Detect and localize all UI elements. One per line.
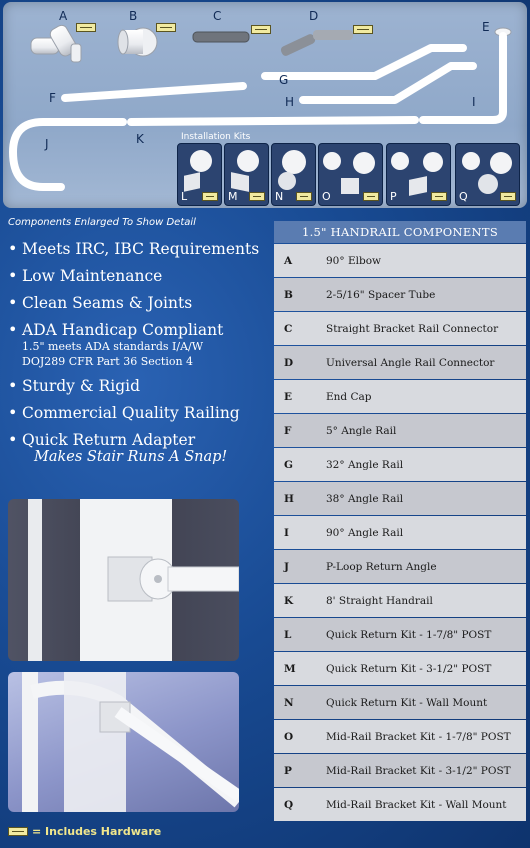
feature-item <box>8 377 270 395</box>
straight-handrail-part <box>131 120 415 122</box>
kit-o <box>318 143 383 206</box>
hardware-icon <box>249 192 265 201</box>
kit-q <box>455 143 520 206</box>
part-label-c: C <box>213 9 222 23</box>
row-letter: Q <box>284 798 294 811</box>
row-letter: E <box>284 390 293 403</box>
table-row <box>274 754 526 787</box>
five-angle-rail-part <box>65 86 243 98</box>
row-letter: M <box>284 662 296 675</box>
table-row <box>274 788 526 821</box>
row-name: P-Loop Return Angle <box>326 560 437 573</box>
part-label-b: B <box>129 9 138 23</box>
table-row <box>274 618 526 651</box>
feature-item <box>8 240 270 258</box>
kit-part-shape <box>353 152 375 174</box>
components-table <box>274 221 526 821</box>
kit-part-shape <box>391 152 409 170</box>
hardware-legend-text: = Includes Hardware <box>32 825 162 838</box>
row-letter: K <box>284 594 294 607</box>
straight-connector-part <box>193 32 249 42</box>
hardware-icon <box>156 23 176 32</box>
feature-item <box>8 321 270 369</box>
hardware-legend <box>8 825 161 838</box>
hardware-icon <box>363 192 379 201</box>
thirty-two-angle-rail-part <box>265 48 463 76</box>
kit-wall-plate <box>478 174 498 194</box>
hardware-icon <box>202 192 218 201</box>
installation-kits-title: Installation Kits <box>181 132 251 142</box>
kit-l <box>177 143 222 206</box>
row-letter: J <box>284 560 289 573</box>
hardware-icon <box>353 25 373 34</box>
row-name: 8' Straight Handrail <box>326 594 433 607</box>
hardware-icon <box>76 23 96 32</box>
feature-item <box>8 431 270 465</box>
kit-part-shape <box>423 152 443 172</box>
kit-label-q: Q <box>459 190 468 203</box>
quick-return-illustration <box>8 672 239 812</box>
row-letter: P <box>284 764 292 777</box>
kit-bracket-plate <box>231 172 249 192</box>
table-row <box>274 516 526 549</box>
feature-item <box>8 267 270 285</box>
row-name: 32° Angle Rail <box>326 458 404 471</box>
part-label-k: K <box>136 132 144 146</box>
row-letter: I <box>284 526 289 539</box>
row-letter: L <box>284 628 292 641</box>
row-name: Quick Return Kit - 3-1/2" POST <box>326 662 492 675</box>
kit-part-shape <box>490 152 512 174</box>
part-label-j: J <box>45 137 49 151</box>
angle-connector-part <box>280 30 353 57</box>
kit-p <box>386 143 451 206</box>
kit-part-shape <box>190 150 212 172</box>
feature-title: Commercial Quality Railing <box>22 404 240 422</box>
row-letter: O <box>284 730 294 743</box>
part-label-d: D <box>309 9 319 23</box>
kit-label-n: N <box>275 190 284 203</box>
quick-return-photo <box>8 672 239 812</box>
row-name: Mid-Rail Bracket Kit - 3-1/2" POST <box>326 764 511 777</box>
row-name: 38° Angle Rail <box>326 492 404 505</box>
hardware-icon <box>8 827 28 836</box>
part-label-h: H <box>285 95 295 109</box>
row-name: Quick Return Kit - 1-7/8" POST <box>326 628 492 641</box>
kit-wall-plate <box>278 172 296 190</box>
table-row <box>274 346 526 379</box>
kit-n <box>271 143 316 206</box>
row-letter: N <box>284 696 294 709</box>
part-label-a: A <box>59 9 68 23</box>
hardware-icon <box>431 192 447 201</box>
row-name: Universal Angle Rail Connector <box>326 356 495 369</box>
parts-illustration <box>3 2 527 208</box>
mid-rail-bracket-illustration <box>8 499 239 661</box>
row-name: Mid-Rail Bracket Kit - 1-7/8" POST <box>326 730 511 743</box>
components-table-header: 1.5" HANDRAIL COMPONENTS <box>274 221 526 243</box>
kit-part-shape <box>282 150 306 174</box>
feature-item <box>8 404 270 422</box>
row-letter: F <box>284 424 292 437</box>
kit-label-m: M <box>228 190 238 203</box>
caption: Components Enlarged To Show Detail <box>8 217 196 228</box>
row-name: Mid-Rail Bracket Kit - Wall Mount <box>326 798 507 811</box>
feature-title: Quick Return Adapter <box>22 431 196 449</box>
row-letter: B <box>284 288 293 301</box>
feature-list <box>8 240 270 465</box>
mid-rail-bracket-photo <box>8 499 239 661</box>
table-row <box>274 584 526 617</box>
row-name: 90° Elbow <box>326 254 382 267</box>
row-letter: C <box>284 322 293 335</box>
hardware-icon <box>296 192 312 201</box>
kit-label-p: P <box>390 190 397 203</box>
table-row <box>274 550 526 583</box>
row-letter: A <box>284 254 293 267</box>
part-label-g: G <box>279 73 289 87</box>
feature-title: Meets IRC, IBC Requirements <box>22 240 260 258</box>
feature-detail: Makes Stair Runs A Snap! <box>34 449 228 465</box>
table-row <box>274 278 526 311</box>
kit-part-shape <box>237 150 259 172</box>
kit-bracket-plate <box>184 172 200 191</box>
feature-item <box>8 294 270 312</box>
feature-detail: 1.5" meets ADA standards I/A/W <box>22 340 204 353</box>
table-row <box>274 414 526 447</box>
kit-part-shape <box>462 152 480 170</box>
row-name: 5° Angle Rail <box>326 424 397 437</box>
kit-m <box>224 143 269 206</box>
row-name: Straight Bracket Rail Connector <box>326 322 499 335</box>
part-label-f: F <box>49 91 56 105</box>
kit-part-shape <box>323 152 341 170</box>
table-row <box>274 244 526 277</box>
feature-detail: DOJ289 CFR Part 36 Section 4 <box>22 355 194 368</box>
feature-title: Low Maintenance <box>22 267 163 285</box>
row-name: End Cap <box>326 390 372 403</box>
kit-label-o: O <box>322 190 331 203</box>
feature-title: Sturdy & Rigid <box>22 377 140 395</box>
table-row <box>274 652 526 685</box>
hardware-icon <box>500 192 516 201</box>
kit-bracket-plate <box>409 176 427 196</box>
table-row <box>274 720 526 753</box>
feature-title: Clean Seams & Joints <box>22 294 193 312</box>
table-row <box>274 482 526 515</box>
row-name: 2-5/16" Spacer Tube <box>326 288 436 301</box>
row-letter: G <box>284 458 293 471</box>
p-loop-return-part <box>13 122 123 187</box>
part-label-e: E <box>482 20 490 34</box>
feature-title: ADA Handicap Compliant <box>22 321 224 339</box>
part-label-i: I <box>472 95 476 109</box>
spacer-tube-part <box>118 28 157 56</box>
row-letter: D <box>284 356 294 369</box>
row-name: 90° Angle Rail <box>326 526 404 539</box>
table-row <box>274 448 526 481</box>
row-letter: H <box>284 492 294 505</box>
table-row <box>274 686 526 719</box>
elbow-part <box>31 23 81 62</box>
table-row <box>274 380 526 413</box>
hardware-icon <box>251 25 271 34</box>
kit-label-l: L <box>181 190 188 203</box>
kit-bracket-plate <box>341 178 359 194</box>
table-row <box>274 312 526 345</box>
row-name: Quick Return Kit - Wall Mount <box>326 696 488 709</box>
